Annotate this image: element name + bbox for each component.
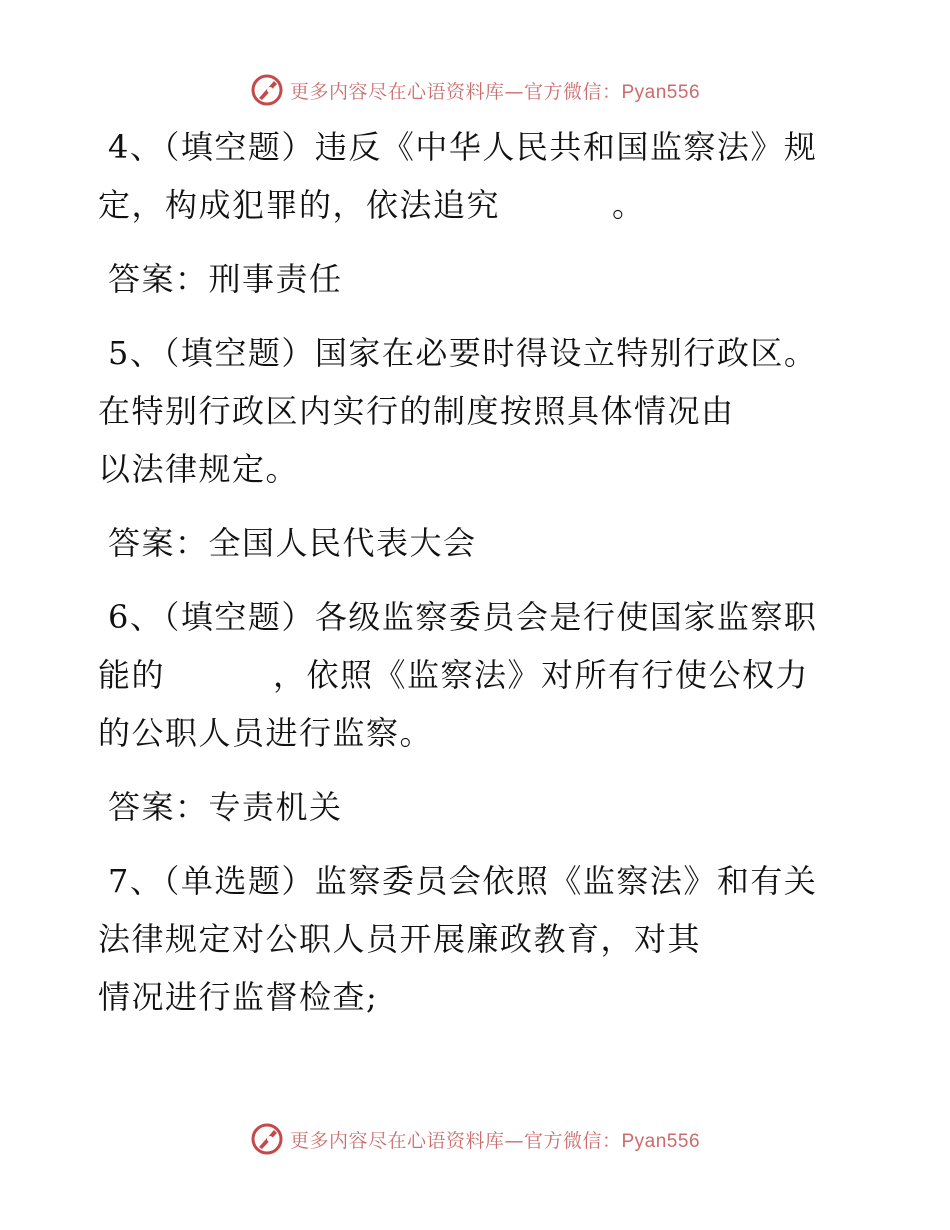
quill-logo-icon [250, 73, 284, 107]
quill-logo-icon [250, 1122, 284, 1156]
question-6-line-1: 6、（填空题）各级监察委员会是行使国家监察职 [108, 598, 818, 636]
question-5-line-3: 以法律规定。 [98, 450, 300, 488]
question-7-line-1: 7、（单选题）监察委员会依照《监察法》和有关 [108, 862, 818, 900]
question-4-line-1: 4、（填空题）违反《中华人民共和国监察法》规 [108, 128, 818, 166]
question-5-answer: 答案：全国人民代表大会 [108, 524, 477, 562]
footer-watermark [0, 1119, 950, 1159]
document-body [98, 118, 858, 1026]
question-7-line-3: 情况进行监督检查; [98, 978, 379, 1016]
question-6-answer: 答案：专责机关 [108, 788, 343, 826]
question-5-line-2: 在特别行政区内实行的制度按照具体情况由 [98, 392, 735, 430]
question-6-line-2: 能的 ，依照《监察法》对所有行使公权力 [98, 656, 810, 694]
question-4-line-2: 定，构成犯罪的，依法追究 。 [98, 186, 646, 224]
question-6-line-3: 的公职人员进行监察。 [98, 714, 434, 752]
question-7-line-2: 法律规定对公职人员开展廉政教育，对其 [98, 920, 702, 958]
header-watermark [0, 70, 950, 110]
question-4-answer: 答案：刑事责任 [108, 260, 343, 298]
header-watermark-text: 更多内容尽在心语资料库—官方微信：Pyan556 [289, 80, 701, 103]
question-5-line-1: 5、（填空题）国家在必要时得设立特别行政区。 [108, 334, 818, 372]
footer-watermark-text: 更多内容尽在心语资料库—官方微信：Pyan556 [289, 1129, 701, 1152]
